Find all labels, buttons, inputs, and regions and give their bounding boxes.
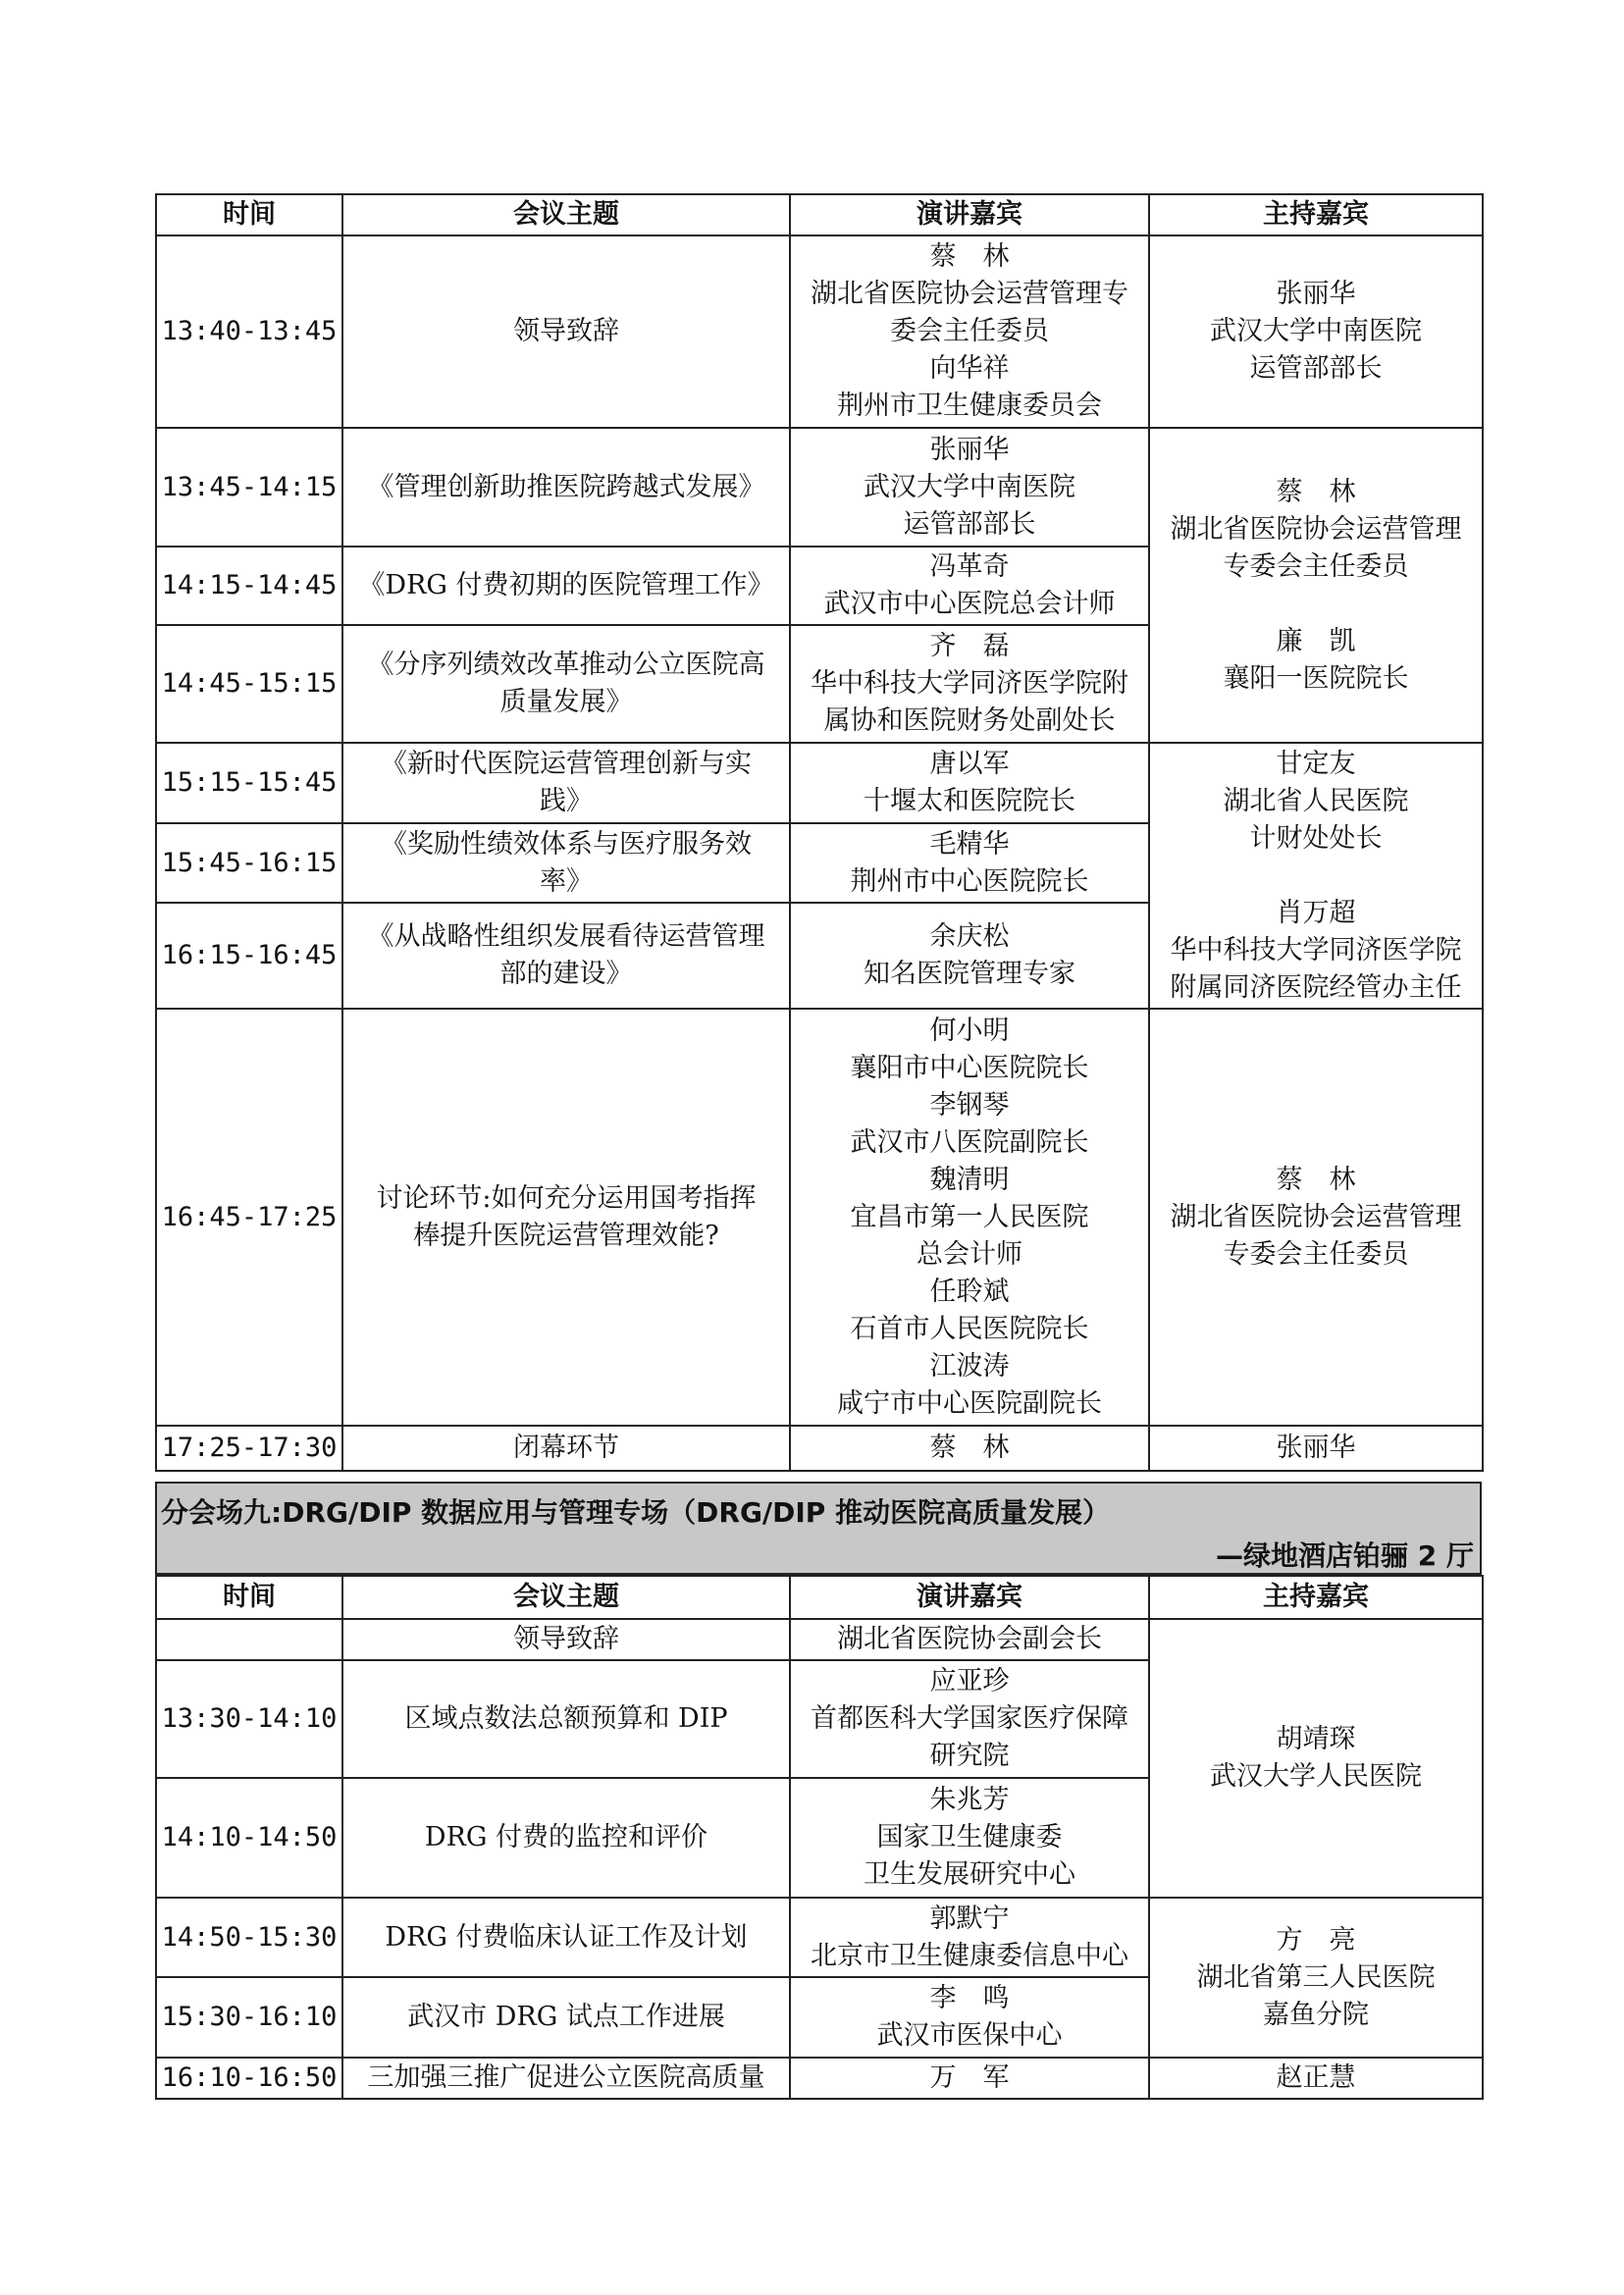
topic-cell: 《新时代医院运营管理创新与实 践》 (342, 743, 790, 823)
speaker-cell: 毛精华 荆州市中心医院院长 (790, 823, 1149, 903)
header-host: 主持嘉宾 (1149, 1576, 1483, 1619)
session-title: 分会场九:DRG/DIP 数据应用与管理专场（DRG/DIP 推动医院高质量发展） (161, 1496, 1111, 1529)
time-cell: 15:15-15:45 (156, 743, 342, 823)
header-topic: 会议主题 (342, 194, 790, 235)
time-cell: 14:10-14:50 (156, 1778, 342, 1898)
time-cell: 16:10-16:50 (156, 2058, 342, 2099)
table-row (156, 428, 1483, 547)
time-cell: 15:45-16:15 (156, 823, 342, 903)
header-speaker: 演讲嘉宾 (790, 1576, 1149, 1619)
header-host: 主持嘉宾 (1149, 194, 1483, 235)
session-venue: —绿地酒店铂骊 2 厅 (1216, 1539, 1474, 1572)
table-row (156, 1898, 1483, 1977)
host-cell: 蔡 林 湖北省医院协会运营管理 专委会主任委员 (1149, 1009, 1483, 1426)
time-cell: 16:15-16:45 (156, 903, 342, 1009)
time-cell (156, 1619, 342, 1660)
speaker-cell: 湖北省医院协会副会长 (790, 1619, 1149, 1660)
time-cell: 14:45-15:15 (156, 625, 342, 743)
speaker-cell: 蔡 林 湖北省医院协会运营管理专 委会主任委员 向华祥 荆州市卫生健康委员会 (790, 235, 1149, 428)
speaker-cell: 万 军 (790, 2058, 1149, 2099)
table-row (156, 1619, 1483, 1660)
topic-cell: 闭幕环节 (342, 1426, 790, 1471)
topic-cell: DRG 付费的监控和评价 (342, 1778, 790, 1898)
topic-cell: 《DRG 付费初期的医院管理工作》 (342, 547, 790, 625)
header-speaker: 演讲嘉宾 (790, 194, 1149, 235)
table-row (156, 1009, 1483, 1426)
header-time: 时间 (156, 1576, 342, 1619)
speaker-cell: 张丽华 武汉大学中南医院 运管部部长 (790, 428, 1149, 547)
topic-cell: 《从战略性组织发展看待运营管理 部的建设》 (342, 903, 790, 1009)
time-cell: 13:30-14:10 (156, 1660, 342, 1778)
speaker-cell: 蔡 林 (790, 1426, 1149, 1471)
host-cell: 甘定友 湖北省人民医院 计财处处长 肖万超 华中科技大学同济医学院 附属同济医院经管办主任 (1149, 743, 1483, 1009)
schedule-table-2 (155, 1575, 1484, 2100)
header-time: 时间 (156, 194, 342, 235)
table-row (156, 1426, 1483, 1471)
speaker-cell: 余庆松 知名医院管理专家 (790, 903, 1149, 1009)
header-topic: 会议主题 (342, 1576, 790, 1619)
topic-cell: 领导致辞 (342, 1619, 790, 1660)
speaker-cell: 应亚珍 首都医科大学国家医疗保障 研究院 (790, 1660, 1149, 1778)
header-row (156, 1576, 1483, 1619)
host-cell: 胡靖琛 武汉大学人民医院 (1149, 1619, 1483, 1898)
topic-cell: 讨论环节:如何充分运用国考指挥 棒提升医院运营管理效能? (342, 1009, 790, 1426)
topic-cell: 三加强三推广促进公立医院高质量 (342, 2058, 790, 2099)
topic-cell: 区域点数法总额预算和 DIP (342, 1660, 790, 1778)
header-row (156, 194, 1483, 235)
time-cell: 13:40-13:45 (156, 235, 342, 428)
time-cell: 14:15-14:45 (156, 547, 342, 625)
time-cell: 16:45-17:25 (156, 1009, 342, 1426)
host-cell: 方 亮 湖北省第三人民医院 嘉鱼分院 (1149, 1898, 1483, 2058)
host-cell: 蔡 林 湖北省医院协会运营管理 专委会主任委员 廉 凯 襄阳一医院院长 (1149, 428, 1483, 743)
speaker-cell: 齐 磊 华中科技大学同济医学院附 属协和医院财务处副处长 (790, 625, 1149, 743)
time-cell: 13:45-14:15 (156, 428, 342, 547)
host-cell: 张丽华 (1149, 1426, 1483, 1471)
host-cell: 赵正慧 (1149, 2058, 1483, 2099)
table-row (156, 2058, 1483, 2099)
time-cell: 14:50-15:30 (156, 1898, 342, 1977)
topic-cell: 武汉市 DRG 试点工作进展 (342, 1977, 790, 2058)
topic-cell: 《奖励性绩效体系与医疗服务效 率》 (342, 823, 790, 903)
session-banner (155, 1482, 1482, 1575)
topic-cell: 《分序列绩效改革推动公立医院高 质量发展》 (342, 625, 790, 743)
host-cell: 张丽华 武汉大学中南医院 运管部部长 (1149, 235, 1483, 428)
speaker-cell: 李 鸣 武汉市医保中心 (790, 1977, 1149, 2058)
speaker-cell: 朱兆芳 国家卫生健康委 卫生发展研究中心 (790, 1778, 1149, 1898)
topic-cell: DRG 付费临床认证工作及计划 (342, 1898, 790, 1977)
speaker-cell: 唐以军 十堰太和医院院长 (790, 743, 1149, 823)
speaker-cell: 冯革奇 武汉市中心医院总会计师 (790, 547, 1149, 625)
table-row (156, 743, 1483, 823)
time-cell: 15:30-16:10 (156, 1977, 342, 2058)
time-cell: 17:25-17:30 (156, 1426, 342, 1471)
speaker-cell: 何小明 襄阳市中心医院院长 李钢琴 武汉市八医院副院长 魏清明 宜昌市第一人民医院 总会计师 任聆斌 石首市人民医院院长 江波涛 咸宁市中心医院副院长 (790, 1009, 1149, 1426)
topic-cell: 《管理创新助推医院跨越式发展》 (342, 428, 790, 547)
topic-cell: 领导致辞 (342, 235, 790, 428)
table-row (156, 235, 1483, 428)
schedule-table-1 (155, 193, 1484, 1472)
speaker-cell: 郭默宁 北京市卫生健康委信息中心 (790, 1898, 1149, 1977)
